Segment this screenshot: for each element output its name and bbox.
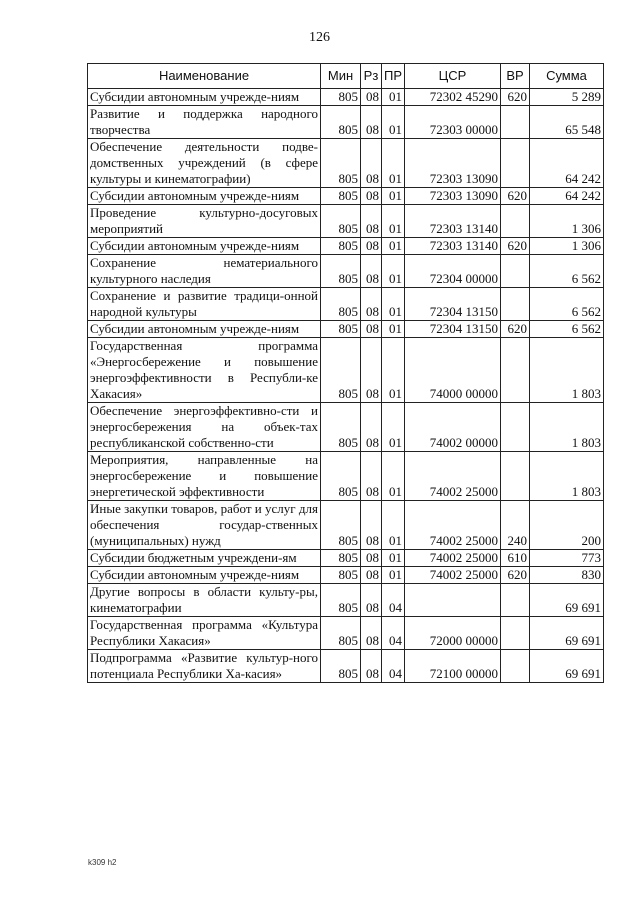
- cell-min: 805: [321, 238, 361, 255]
- header-csr: ЦСР: [405, 64, 501, 89]
- table-row: [88, 205, 604, 238]
- cell-name: Субсидии автономным учрежде-ниям: [88, 238, 321, 255]
- table-header-row: [88, 64, 604, 89]
- table-row: [88, 452, 604, 501]
- cell-vr: 620: [501, 321, 530, 338]
- header-rz: Рз: [361, 64, 382, 89]
- cell-sum: 65 548: [530, 106, 604, 139]
- cell-rz: 08: [361, 89, 382, 106]
- header-name: Наименование: [88, 64, 321, 89]
- header-sum: Сумма: [530, 64, 604, 89]
- cell-pr: 01: [382, 288, 405, 321]
- table-row: [88, 288, 604, 321]
- cell-pr: 01: [382, 452, 405, 501]
- cell-csr: 72303 13140: [405, 238, 501, 255]
- table-row: [88, 567, 604, 584]
- cell-name: Государственная программа «Культура Республики Хакасия»: [88, 617, 321, 650]
- cell-vr: 240: [501, 501, 530, 550]
- cell-name: Мероприятия, направленные на энергосбережение и повышение энергетической эффективности: [88, 452, 321, 501]
- table-row: [88, 255, 604, 288]
- cell-min: 805: [321, 89, 361, 106]
- cell-sum: 200: [530, 501, 604, 550]
- cell-name: Субсидии автономным учрежде-ниям: [88, 89, 321, 106]
- cell-pr: 01: [382, 106, 405, 139]
- cell-rz: 08: [361, 188, 382, 205]
- cell-min: 805: [321, 452, 361, 501]
- cell-sum: 69 691: [530, 650, 604, 683]
- cell-csr: 72303 13140: [405, 205, 501, 238]
- cell-csr: 74002 00000: [405, 403, 501, 452]
- cell-rz: 08: [361, 321, 382, 338]
- cell-sum: 6 562: [530, 288, 604, 321]
- cell-sum: 1 803: [530, 403, 604, 452]
- cell-rz: 08: [361, 106, 382, 139]
- cell-pr: 01: [382, 550, 405, 567]
- table-row: [88, 550, 604, 567]
- cell-sum: 1 306: [530, 238, 604, 255]
- cell-rz: 08: [361, 403, 382, 452]
- cell-vr: [501, 650, 530, 683]
- cell-vr: 620: [501, 188, 530, 205]
- cell-csr: 72304 13150: [405, 288, 501, 321]
- cell-sum: 773: [530, 550, 604, 567]
- cell-min: 805: [321, 567, 361, 584]
- table-row: [88, 584, 604, 617]
- cell-name: Государственная программа «Энергосбережение и повышение энергоэффективности в Республи-ке Хакасия»: [88, 338, 321, 403]
- cell-csr: 74000 00000: [405, 338, 501, 403]
- header-pr: ПР: [382, 64, 405, 89]
- cell-sum: 69 691: [530, 584, 604, 617]
- header-min: Мин: [321, 64, 361, 89]
- cell-pr: 01: [382, 188, 405, 205]
- cell-rz: 08: [361, 238, 382, 255]
- cell-name: Иные закупки товаров, работ и услуг для обеспечения государ-ственных (муниципальных) нужд: [88, 501, 321, 550]
- cell-rz: 08: [361, 139, 382, 188]
- table-row: [88, 238, 604, 255]
- cell-vr: 620: [501, 89, 530, 106]
- cell-pr: 01: [382, 255, 405, 288]
- cell-pr: 04: [382, 617, 405, 650]
- cell-name: Субсидии автономным учрежде-ниям: [88, 188, 321, 205]
- cell-name: Развитие и поддержка народного творчества: [88, 106, 321, 139]
- table-row: [88, 617, 604, 650]
- cell-vr: [501, 452, 530, 501]
- cell-vr: [501, 584, 530, 617]
- table-row: [88, 321, 604, 338]
- table-row: [88, 188, 604, 205]
- cell-pr: 01: [382, 139, 405, 188]
- cell-pr: 04: [382, 584, 405, 617]
- cell-name: Обеспечение деятельности подве-домственных учреждений (в сфере культуры и кинематографии): [88, 139, 321, 188]
- cell-name: Подпрограмма «Развитие культур-ного потенциала Республики Ха-касия»: [88, 650, 321, 683]
- cell-rz: 08: [361, 501, 382, 550]
- cell-sum: 1 803: [530, 338, 604, 403]
- cell-csr: 74002 25000: [405, 550, 501, 567]
- cell-vr: 620: [501, 238, 530, 255]
- cell-name: Обеспечение энергоэффективно-сти и энергосбережения на объек-тах республиканской собственно-сти: [88, 403, 321, 452]
- cell-csr: 72303 13090: [405, 139, 501, 188]
- cell-pr: 01: [382, 501, 405, 550]
- cell-min: 805: [321, 403, 361, 452]
- cell-name: Проведение культурно-досуговых мероприятий: [88, 205, 321, 238]
- cell-csr: 74002 25000: [405, 501, 501, 550]
- cell-vr: [501, 139, 530, 188]
- header-vr: ВР: [501, 64, 530, 89]
- cell-name: Сохранение нематериального культурного наследия: [88, 255, 321, 288]
- cell-pr: 01: [382, 403, 405, 452]
- cell-vr: [501, 106, 530, 139]
- cell-min: 805: [321, 617, 361, 650]
- cell-pr: 01: [382, 238, 405, 255]
- cell-csr: 74002 25000: [405, 452, 501, 501]
- cell-min: 805: [321, 650, 361, 683]
- table-row: [88, 338, 604, 403]
- cell-csr: 72100 00000: [405, 650, 501, 683]
- cell-pr: 01: [382, 338, 405, 403]
- cell-vr: [501, 255, 530, 288]
- cell-sum: 830: [530, 567, 604, 584]
- table-row: [88, 89, 604, 106]
- table-row: [88, 106, 604, 139]
- cell-sum: 69 691: [530, 617, 604, 650]
- cell-csr: 72000 00000: [405, 617, 501, 650]
- cell-sum: 5 289: [530, 89, 604, 106]
- cell-rz: 08: [361, 617, 382, 650]
- cell-csr: [405, 584, 501, 617]
- cell-pr: 01: [382, 321, 405, 338]
- budget-table: [87, 63, 604, 683]
- cell-sum: 6 562: [530, 321, 604, 338]
- cell-rz: 08: [361, 255, 382, 288]
- cell-min: 805: [321, 205, 361, 238]
- cell-pr: 01: [382, 205, 405, 238]
- cell-sum: 6 562: [530, 255, 604, 288]
- cell-vr: [501, 338, 530, 403]
- cell-name: Сохранение и развитие традици-онной народной культуры: [88, 288, 321, 321]
- cell-min: 805: [321, 501, 361, 550]
- cell-min: 805: [321, 255, 361, 288]
- cell-pr: 01: [382, 567, 405, 584]
- cell-vr: 620: [501, 567, 530, 584]
- cell-rz: 08: [361, 650, 382, 683]
- cell-rz: 08: [361, 288, 382, 321]
- cell-csr: 74002 25000: [405, 567, 501, 584]
- cell-vr: [501, 617, 530, 650]
- table-row: [88, 139, 604, 188]
- table-row: [88, 501, 604, 550]
- cell-pr: 04: [382, 650, 405, 683]
- cell-vr: [501, 205, 530, 238]
- cell-rz: 08: [361, 567, 382, 584]
- cell-pr: 01: [382, 89, 405, 106]
- cell-min: 805: [321, 321, 361, 338]
- cell-min: 805: [321, 188, 361, 205]
- cell-name: Другие вопросы в области культу-ры, кинематографии: [88, 584, 321, 617]
- cell-vr: 610: [501, 550, 530, 567]
- cell-min: 805: [321, 288, 361, 321]
- cell-vr: [501, 403, 530, 452]
- cell-sum: 1 803: [530, 452, 604, 501]
- cell-min: 805: [321, 139, 361, 188]
- cell-rz: 08: [361, 205, 382, 238]
- cell-csr: 72304 00000: [405, 255, 501, 288]
- cell-name: Субсидии автономным учрежде-ниям: [88, 567, 321, 584]
- page-number: 126: [309, 30, 330, 45]
- cell-vr: [501, 288, 530, 321]
- cell-min: 805: [321, 106, 361, 139]
- cell-name: Субсидии автономным учрежде-ниям: [88, 321, 321, 338]
- cell-rz: 08: [361, 584, 382, 617]
- cell-sum: 64 242: [530, 139, 604, 188]
- cell-rz: 08: [361, 338, 382, 403]
- cell-rz: 08: [361, 550, 382, 567]
- cell-csr: 72303 00000: [405, 106, 501, 139]
- cell-csr: 72302 45290: [405, 89, 501, 106]
- cell-min: 805: [321, 338, 361, 403]
- footer-code: k309 h2: [88, 858, 117, 867]
- cell-min: 805: [321, 584, 361, 617]
- table-row: [88, 650, 604, 683]
- cell-csr: 72303 13090: [405, 188, 501, 205]
- cell-rz: 08: [361, 452, 382, 501]
- table-row: [88, 403, 604, 452]
- cell-name: Субсидии бюджетным учреждени-ям: [88, 550, 321, 567]
- cell-sum: 64 242: [530, 188, 604, 205]
- cell-min: 805: [321, 550, 361, 567]
- cell-sum: 1 306: [530, 205, 604, 238]
- cell-csr: 72304 13150: [405, 321, 501, 338]
